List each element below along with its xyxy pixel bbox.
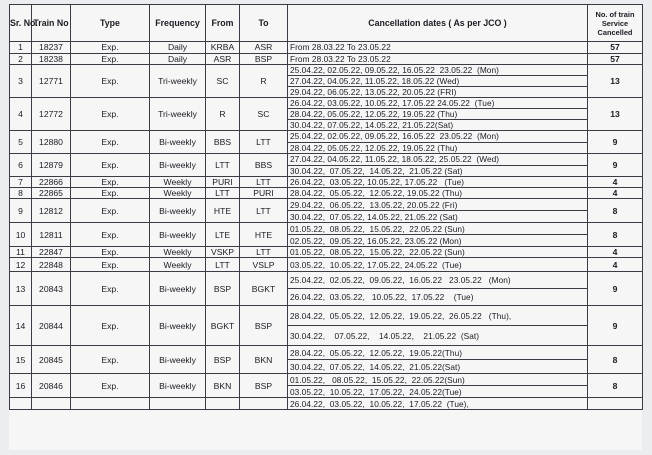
cancellation-dates-line: 28.04.22, 05.05.22, 12.05.22, 19.05.22(Thu) (290, 347, 463, 358)
table-row (10, 346, 643, 360)
empty-cell (588, 398, 643, 410)
train-no-cell: 12812 (32, 199, 71, 223)
table-row (10, 199, 643, 211)
type-cell: Exp. (71, 272, 150, 306)
type-cell: Exp. (71, 42, 150, 54)
from-station-cell: BKN (206, 374, 240, 398)
frequency-cell: Daily (150, 53, 206, 65)
cancellation-dates-line: 29.04.22, 06.05.22, 13.05.22, 20.05.22 (Fri) (290, 199, 458, 210)
cancellation-dates-cell (288, 223, 588, 235)
cancellation-dates-cell (288, 177, 588, 188)
table-row (10, 272, 643, 289)
train-no-cell: 22866 (32, 177, 71, 188)
to-station-cell: VSLP (240, 258, 288, 272)
cancellation-dates-line: 30.04.22, 07.05.22, 14.05.22, 21.05.22 (Sat) (290, 330, 480, 341)
cancellation-dates-line: 26.04.22, 03.05.22, 10.05.22, 17.05.22 (Tue) (290, 177, 465, 187)
train-cancellation-table (9, 4, 643, 410)
cancellation-dates-line: 30.04.22, 07.05.22, 14.05.22, 21.05.22 (Sat) (290, 211, 458, 222)
cancellation-dates-line: 26.04.22, 03.05.22, 10.05.22, 17.05.22 (Tue), (290, 398, 469, 409)
sr-no-cell: 7 (10, 177, 32, 188)
type-cell: Exp. (71, 188, 150, 199)
cancellation-dates-line: 30.04.22, 07.05.22, 14.05.22, 21.05.22(Sat) (290, 120, 454, 130)
sr-no-cell: 6 (10, 154, 32, 177)
from-station-cell: BSP (206, 272, 240, 306)
table-row (10, 53, 643, 65)
cancellation-dates-line: 28.04.22, 05.05.22, 12.05.22, 19.05.22 (Thu) (290, 142, 458, 153)
from-station-cell: BSP (206, 346, 240, 374)
from-station-cell: ASR (206, 53, 240, 65)
empty-cell (240, 398, 288, 410)
services-cancelled-cell: 13 (588, 65, 643, 98)
cancellation-dates-line: 30.04.22, 07.05.22, 14.05.22, 21.05.22(Sat) (290, 361, 461, 372)
cancellation-dates-cell (288, 199, 588, 211)
train-no-cell: 20843 (32, 272, 71, 306)
cancellation-dates-cell (288, 76, 588, 87)
services-cancelled-cell: 57 (588, 42, 643, 54)
cancellation-dates-cell (288, 289, 588, 306)
from-station-cell: LTT (206, 258, 240, 272)
train-no-cell: 20846 (32, 374, 71, 398)
cancellation-dates-cell (288, 65, 588, 76)
cancellation-dates-line: 29.04.22, 06.05.22, 13.05.22, 20.05.22 (FRI) (290, 87, 457, 97)
train-no-cell: 12811 (32, 223, 71, 247)
train-no-cell: 12771 (32, 65, 71, 98)
header-sr-no: Sr. No. (10, 5, 32, 42)
sr-no-cell: 2 (10, 53, 32, 65)
cancellation-dates-line: From 28.03.22 To 23.05.22 (290, 53, 391, 64)
table-row (10, 247, 643, 258)
from-station-cell: LTE (206, 223, 240, 247)
cancellation-dates-line: 25.04.22, 02.05.22, 09.05.22, 16.05.22 23.05.22 (Mon) (290, 65, 499, 75)
services-cancelled-cell: 8 (588, 199, 643, 223)
from-station-cell: LTT (206, 154, 240, 177)
frequency-cell: Weekly (150, 188, 206, 199)
header-cancellation-dates: Cancellation dates ( As per JCO ) (288, 5, 588, 42)
train-no-cell: 12772 (32, 98, 71, 131)
frequency-cell: Bi-weekly (150, 199, 206, 223)
header-frequency: Frequency (150, 5, 206, 42)
sr-no-cell: 16 (10, 374, 32, 398)
frequency-cell: Weekly (150, 247, 206, 258)
to-station-cell: BSP (240, 374, 288, 398)
frequency-cell: Bi-weekly (150, 306, 206, 346)
frequency-cell: Weekly (150, 258, 206, 272)
table-row (10, 306, 643, 326)
train-no-cell: 20844 (32, 306, 71, 346)
cancellation-dates-line: 01.05.22, 08.05.22, 15.05.22, 22.05.22(Sun) (290, 374, 465, 385)
cancellation-dates-line: 28.04.22, 05.05.22, 12.05.22, 19.05.22, 26.05.22 (Thu), (290, 310, 512, 321)
cancellation-dates-cell (288, 386, 588, 398)
services-cancelled-cell: 8 (588, 223, 643, 247)
from-station-cell: VSKP (206, 247, 240, 258)
sr-no-cell: 14 (10, 306, 32, 346)
frequency-cell: Bi-weekly (150, 154, 206, 177)
type-cell: Exp. (71, 98, 150, 131)
cancellation-dates-cell (288, 53, 588, 65)
type-cell: Exp. (71, 199, 150, 223)
sr-no-cell: 1 (10, 42, 32, 54)
services-cancelled-cell: 4 (588, 258, 643, 272)
cancellation-dates-cell (288, 374, 588, 386)
services-cancelled-cell: 8 (588, 346, 643, 374)
services-cancelled-cell: 9 (588, 154, 643, 177)
table-header-row (10, 5, 643, 42)
from-station-cell: LTT (206, 188, 240, 199)
table-row (10, 65, 643, 76)
table-row (10, 154, 643, 166)
cancellation-dates-cell (288, 131, 588, 143)
table-row (10, 98, 643, 109)
train-no-cell: 22847 (32, 247, 71, 258)
to-station-cell: ASR (240, 42, 288, 54)
table-row-partial (10, 398, 643, 410)
sr-no-cell: 9 (10, 199, 32, 223)
cancellation-dates-line: 26.04.22, 03.05.22, 10.05.22, 17.05.22 24.05.22 (Tue) (290, 98, 495, 108)
cancellation-dates-cell (288, 258, 588, 272)
sr-no-cell: 11 (10, 247, 32, 258)
header-type: Type (71, 5, 150, 42)
type-cell: Exp. (71, 177, 150, 188)
cancellation-dates-line: 02.05.22, 09.05.22, 16.05.22, 23.05.22 (Mon) (290, 235, 462, 246)
services-cancelled-cell: 57 (588, 53, 643, 65)
to-station-cell: LTT (240, 247, 288, 258)
cancellation-dates-cell (288, 211, 588, 223)
sr-no-cell: 12 (10, 258, 32, 272)
empty-cell (206, 398, 240, 410)
header-train-no: Train No (32, 5, 71, 42)
cancellation-dates-cell (288, 326, 588, 346)
from-station-cell: SC (206, 65, 240, 98)
table-row (10, 374, 643, 386)
to-station-cell: PURI (240, 188, 288, 199)
cancellation-dates-cell (288, 165, 588, 177)
empty-cell (71, 398, 150, 410)
cancellation-dates-line: From 28.03.22 To 23.05.22 (290, 42, 391, 53)
cancellation-dates-line: 27.04.22, 04.05.22, 11.05.22, 18.05.22 (Wed) (290, 76, 460, 86)
frequency-cell: Bi-weekly (150, 272, 206, 306)
to-station-cell: BGKT (240, 272, 288, 306)
cancellation-dates-line: 01.05.22, 08.05.22, 15.05.22, 22.05.22 (Sun) (290, 223, 465, 234)
services-cancelled-cell: 9 (588, 272, 643, 306)
to-station-cell: BSP (240, 53, 288, 65)
frequency-cell: Tri-weekly (150, 65, 206, 98)
frequency-cell: Bi-weekly (150, 374, 206, 398)
services-cancelled-cell: 4 (588, 177, 643, 188)
cancellation-dates-cell (288, 360, 588, 374)
frequency-cell: Weekly (150, 177, 206, 188)
to-station-cell: BBS (240, 154, 288, 177)
cancellation-dates-line: 01.05.22, 08.05.22, 15.05.22, 22.05.22 (Sun) (290, 247, 465, 257)
frequency-cell: Tri-weekly (150, 98, 206, 131)
table-row (10, 258, 643, 272)
cancellation-dates-line: 28.04.22, 05.05.22, 12.05.22, 19.05.22 (Thu) (290, 188, 463, 198)
train-no-cell: 18238 (32, 53, 71, 65)
from-station-cell: BBS (206, 131, 240, 154)
type-cell: Exp. (71, 223, 150, 247)
services-cancelled-cell: 4 (588, 188, 643, 199)
cancellation-dates-line: 03.05.22, 10.05.22, 17.05.22, 24.05.22(Tue) (290, 386, 462, 397)
sr-no-cell: 13 (10, 272, 32, 306)
type-cell: Exp. (71, 306, 150, 346)
sr-no-cell: 4 (10, 98, 32, 131)
train-no-cell: 12879 (32, 154, 71, 177)
type-cell: Exp. (71, 374, 150, 398)
empty-cell (32, 398, 71, 410)
cancellation-dates-line: 27.04.22, 04.05.22, 11.05.22, 18.05.22, 25.05.22 (Wed) (290, 154, 500, 165)
from-station-cell: BGKT (206, 306, 240, 346)
cancellation-dates-cell (288, 272, 588, 289)
services-cancelled-cell: 4 (588, 247, 643, 258)
cancellation-dates-line: 30.04.22, 07.05.22, 14.05.22, 21.05.22 (Sat) (290, 165, 463, 176)
type-cell: Exp. (71, 154, 150, 177)
sr-no-cell: 15 (10, 346, 32, 374)
type-cell: Exp. (71, 247, 150, 258)
frequency-cell: Bi-weekly (150, 131, 206, 154)
cancellation-dates-cell (288, 346, 588, 360)
table-row (10, 42, 643, 54)
cancellation-table-sheet (9, 4, 642, 450)
to-station-cell: SC (240, 98, 288, 131)
cancellation-dates-cell (288, 154, 588, 166)
header-services-cancelled: No. of train Service Cancelled (588, 5, 643, 42)
services-cancelled-cell: 9 (588, 131, 643, 154)
from-station-cell: PURI (206, 177, 240, 188)
cancellation-dates-cell (288, 142, 588, 154)
cancellation-dates-cell (288, 398, 588, 410)
to-station-cell: BKN (240, 346, 288, 374)
cancellation-dates-line: 03.05.22, 10.05.22, 17.05.22, 24.05.22 (Tue) (290, 259, 462, 270)
to-station-cell: HTE (240, 223, 288, 247)
cancellation-dates-line: 25.04.22, 02.05.22, 09.05.22, 16.05.22 23.05.22 (Mon) (290, 275, 511, 285)
cancellation-dates-line: 25.04.22, 02.05.22, 09.05.22, 16.05.22 23.05.22 (Mon) (290, 131, 499, 142)
from-station-cell: HTE (206, 199, 240, 223)
to-station-cell: LTT (240, 131, 288, 154)
train-no-cell: 18237 (32, 42, 71, 54)
cancellation-dates-cell (288, 98, 588, 109)
services-cancelled-cell: 8 (588, 374, 643, 398)
sr-no-cell: 5 (10, 131, 32, 154)
frequency-cell: Daily (150, 42, 206, 54)
table-row (10, 131, 643, 143)
cancellation-dates-cell (288, 247, 588, 258)
from-station-cell: KRBA (206, 42, 240, 54)
train-no-cell: 12880 (32, 131, 71, 154)
type-cell: Exp. (71, 258, 150, 272)
to-station-cell: BSP (240, 306, 288, 346)
cancellation-dates-cell (288, 306, 588, 326)
sr-no-cell: 10 (10, 223, 32, 247)
cancellation-dates-cell (288, 109, 588, 120)
sr-no-cell: 8 (10, 188, 32, 199)
cancellation-dates-cell (288, 188, 588, 199)
table-row (10, 188, 643, 199)
table-row (10, 177, 643, 188)
type-cell: Exp. (71, 131, 150, 154)
frequency-cell: Bi-weekly (150, 346, 206, 374)
train-no-cell: 22865 (32, 188, 71, 199)
services-cancelled-cell: 13 (588, 98, 643, 131)
type-cell: Exp. (71, 53, 150, 65)
to-station-cell: LTT (240, 199, 288, 223)
train-no-cell: 20845 (32, 346, 71, 374)
type-cell: Exp. (71, 65, 150, 98)
header-from: From (206, 5, 240, 42)
frequency-cell: Bi-weekly (150, 223, 206, 247)
train-no-cell: 22848 (32, 258, 71, 272)
cancellation-dates-cell (288, 42, 588, 54)
empty-cell (10, 398, 32, 410)
cancellation-dates-line: 26.04.22, 03.05.22, 10.05.22, 17.05.22 (Tue) (290, 292, 474, 302)
type-cell: Exp. (71, 346, 150, 374)
cancellation-dates-cell (288, 120, 588, 131)
from-station-cell: R (206, 98, 240, 131)
empty-cell (150, 398, 206, 410)
to-station-cell: LTT (240, 177, 288, 188)
cancellation-dates-cell (288, 87, 588, 98)
sr-no-cell: 3 (10, 65, 32, 98)
cancellation-dates-line: 28.04.22, 05.05.22, 12.05.22, 19.05.22 (Thu) (290, 109, 458, 119)
services-cancelled-cell: 9 (588, 306, 643, 346)
table-row (10, 223, 643, 235)
header-to: To (240, 5, 288, 42)
to-station-cell: R (240, 65, 288, 98)
cancellation-dates-cell (288, 235, 588, 247)
